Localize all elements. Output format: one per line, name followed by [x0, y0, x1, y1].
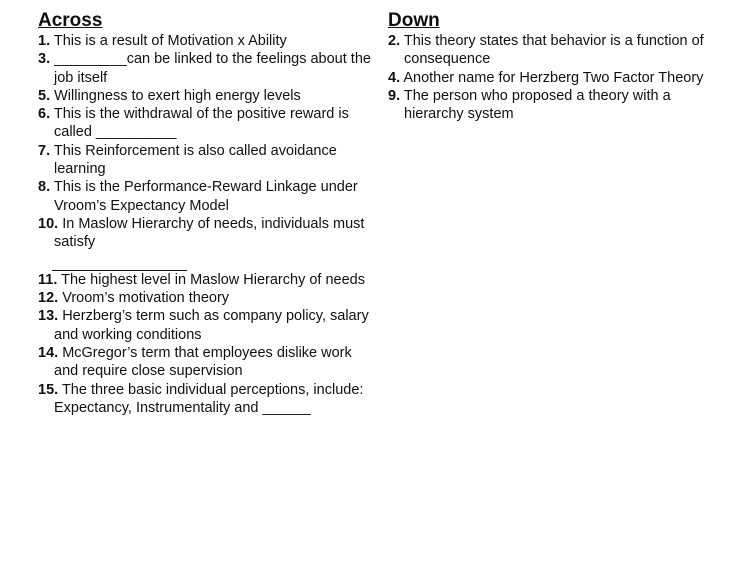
down-heading: Down [388, 10, 440, 31]
clue-number: 8. [38, 179, 51, 196]
clue-number: 1. [38, 33, 51, 49]
clue-across-15 [38, 381, 378, 418]
clue-across-11 [38, 271, 378, 289]
across-clue-list [38, 32, 378, 417]
clue-text: In Maslow Hierarchy of needs, individuals must satisfy [54, 215, 365, 251]
clue-across-5 [38, 87, 378, 105]
clue-text: This theory states that behavior is a function of consequence [403, 33, 704, 68]
down-column [388, 10, 728, 123]
clue-across-12 [38, 289, 378, 307]
clue-text: McGregor’s term that employees dislike work and require close supervision [54, 345, 352, 380]
clue-number: 4. [388, 69, 401, 86]
clue-across-14 [38, 344, 378, 381]
clue-number: 11. [38, 271, 58, 288]
clue-text: _________can be linked to the feelings about the job itself [54, 51, 371, 86]
clue-text: This is a result of Motivation x Ability [53, 33, 287, 49]
clue-number: 7. [38, 142, 51, 159]
clue-text: Willingness to exert high energy levels [54, 87, 301, 104]
clue-number: 12. [38, 290, 59, 307]
clue-text: The three basic individual perceptions, include: Expectancy, Instrumentality and ______ [54, 381, 364, 416]
clue-across-10 [38, 215, 378, 271]
clue-text: Vroom’s motivation theory [62, 290, 230, 307]
clue-across-8 [38, 178, 378, 215]
clue-text: Herzberg’s term such as company policy, salary and working conditions [54, 308, 369, 343]
clue-text: Another name for Herzberg Two Factor Theory [403, 69, 704, 86]
clue-text: This is the Performance-Reward Linkage under Vroom’s Expectancy Model [53, 179, 358, 214]
clue-number: 10. [38, 215, 59, 232]
clue-across-7 [38, 142, 378, 179]
clue-across-13 [38, 307, 378, 344]
clue-number: 13. [38, 308, 59, 325]
clue-text: This Reinforcement is also called avoidance learning [53, 142, 337, 178]
clue-number: 3. [38, 51, 51, 68]
clue-number: 15. [38, 381, 59, 398]
down-clue-list [388, 32, 728, 123]
clue-across-1 [38, 32, 378, 50]
clue-number: 14. [38, 345, 59, 362]
clue-number: 5. [38, 87, 51, 104]
clue-number: 9. [388, 87, 401, 104]
clue-across-6 [38, 105, 378, 142]
clue-text: The person who proposed a theory with a hierarchy system [403, 87, 671, 123]
clue-down-2 [388, 32, 728, 69]
across-column [38, 10, 378, 417]
clue-across-3 [38, 50, 378, 87]
clue-text: The highest level in Maslow Hierarchy of needs [61, 271, 365, 288]
clue-down-4 [388, 69, 728, 87]
clue-down-9 [388, 87, 728, 124]
answer-blank-line [52, 252, 187, 271]
clue-number: 6. [38, 106, 51, 123]
clue-text: This is the withdrawal of the positive reward is called __________ [53, 106, 349, 141]
clue-number: 2. [388, 33, 401, 49]
across-heading: Across [38, 10, 103, 31]
